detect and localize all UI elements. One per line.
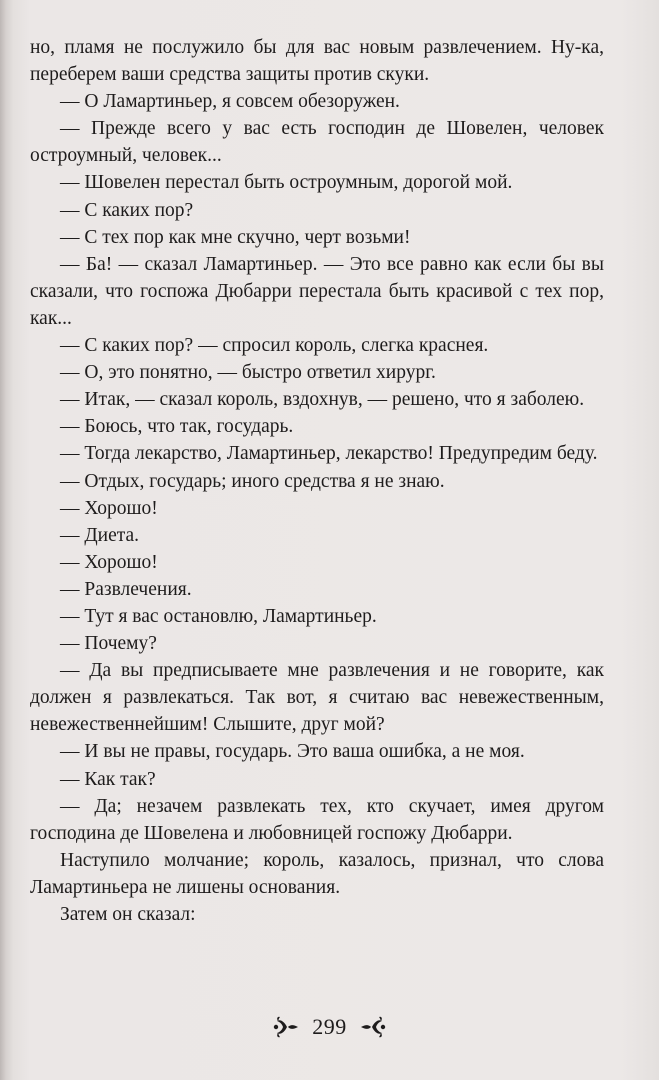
fleuron-right-icon (359, 1013, 387, 1041)
paragraph: — И вы не правы, государь. Это ваша ошибка, а не моя. (60, 741, 525, 763)
paragraph: — О, это понятно, — быстро ответил хирург. (60, 362, 436, 384)
paragraph: — Хорошо! (60, 497, 158, 519)
paragraph: — О Ламартиньер, я совсем обезоружен. (60, 91, 400, 113)
paragraph: — Ба! — сказал Ламартиньер. — Это все равно как если бы вы сказали, что госпожа Дюбарри перестала быть красивой с тех пор, как... (30, 253, 604, 329)
paragraph: — Отдых, государь; иного средства я не знаю. (60, 470, 445, 492)
paragraph: — Тогда лекарство, Ламартиньер, лекарство! Предупредим беду. (60, 443, 598, 465)
paragraph: — Боюсь, что так, государь. (60, 416, 294, 438)
paragraph: — С каких пор? (60, 199, 194, 221)
paragraph: — Итак, — сказал король, вздохнув, — решено, что я заболею. (60, 389, 585, 411)
paragraph: — Как так? (60, 768, 156, 790)
paragraph: — Да вы предписываете мне развлечения и не говорите, как должен я развлекаться. Так вот, я считаю вас невежественным, невежественнейшим! Слышите, друг мой? (30, 660, 604, 736)
paragraph: — Почему? (60, 633, 157, 655)
page-edge (0, 0, 14, 1080)
paragraph: — Да; незачем развлекать тех, кто скучает, имея другом господина де Шовелена и любовницей госпожу Дюбарри. (30, 795, 604, 844)
paragraph: — С каких пор? — спросил король, слегка краснея. (60, 335, 489, 357)
page-footer (0, 1009, 659, 1045)
body-text (30, 34, 604, 928)
paragraph: Наступило молчание; король, казалось, признал, что слова Ламартиньера не лишены основания. (30, 849, 604, 898)
paragraph: — Прежде всего у вас есть господин де Шовелен, человек остроумный, человек... (30, 118, 604, 167)
paragraph: Затем он сказал: (60, 904, 196, 925)
paragraph: — Шовелен перестал быть остроумным, дорогой мой. (60, 172, 513, 194)
paragraph: но, пламя не послужило бы для вас новым развлечением. Ну-ка, переберем ваши средства защиты против скуки. (30, 37, 604, 86)
paragraph: — С тех пор как мне скучно, черт возьми! (60, 226, 411, 248)
paragraph: — Развлечения. (60, 578, 192, 600)
paragraph: — Диета. (60, 524, 140, 546)
page-number: 299 (312, 1014, 347, 1039)
fleuron-left-icon (272, 1013, 300, 1041)
paragraph: — Хорошо! (60, 551, 158, 573)
paragraph: — Тут я вас остановлю, Ламартиньер. (60, 605, 377, 627)
